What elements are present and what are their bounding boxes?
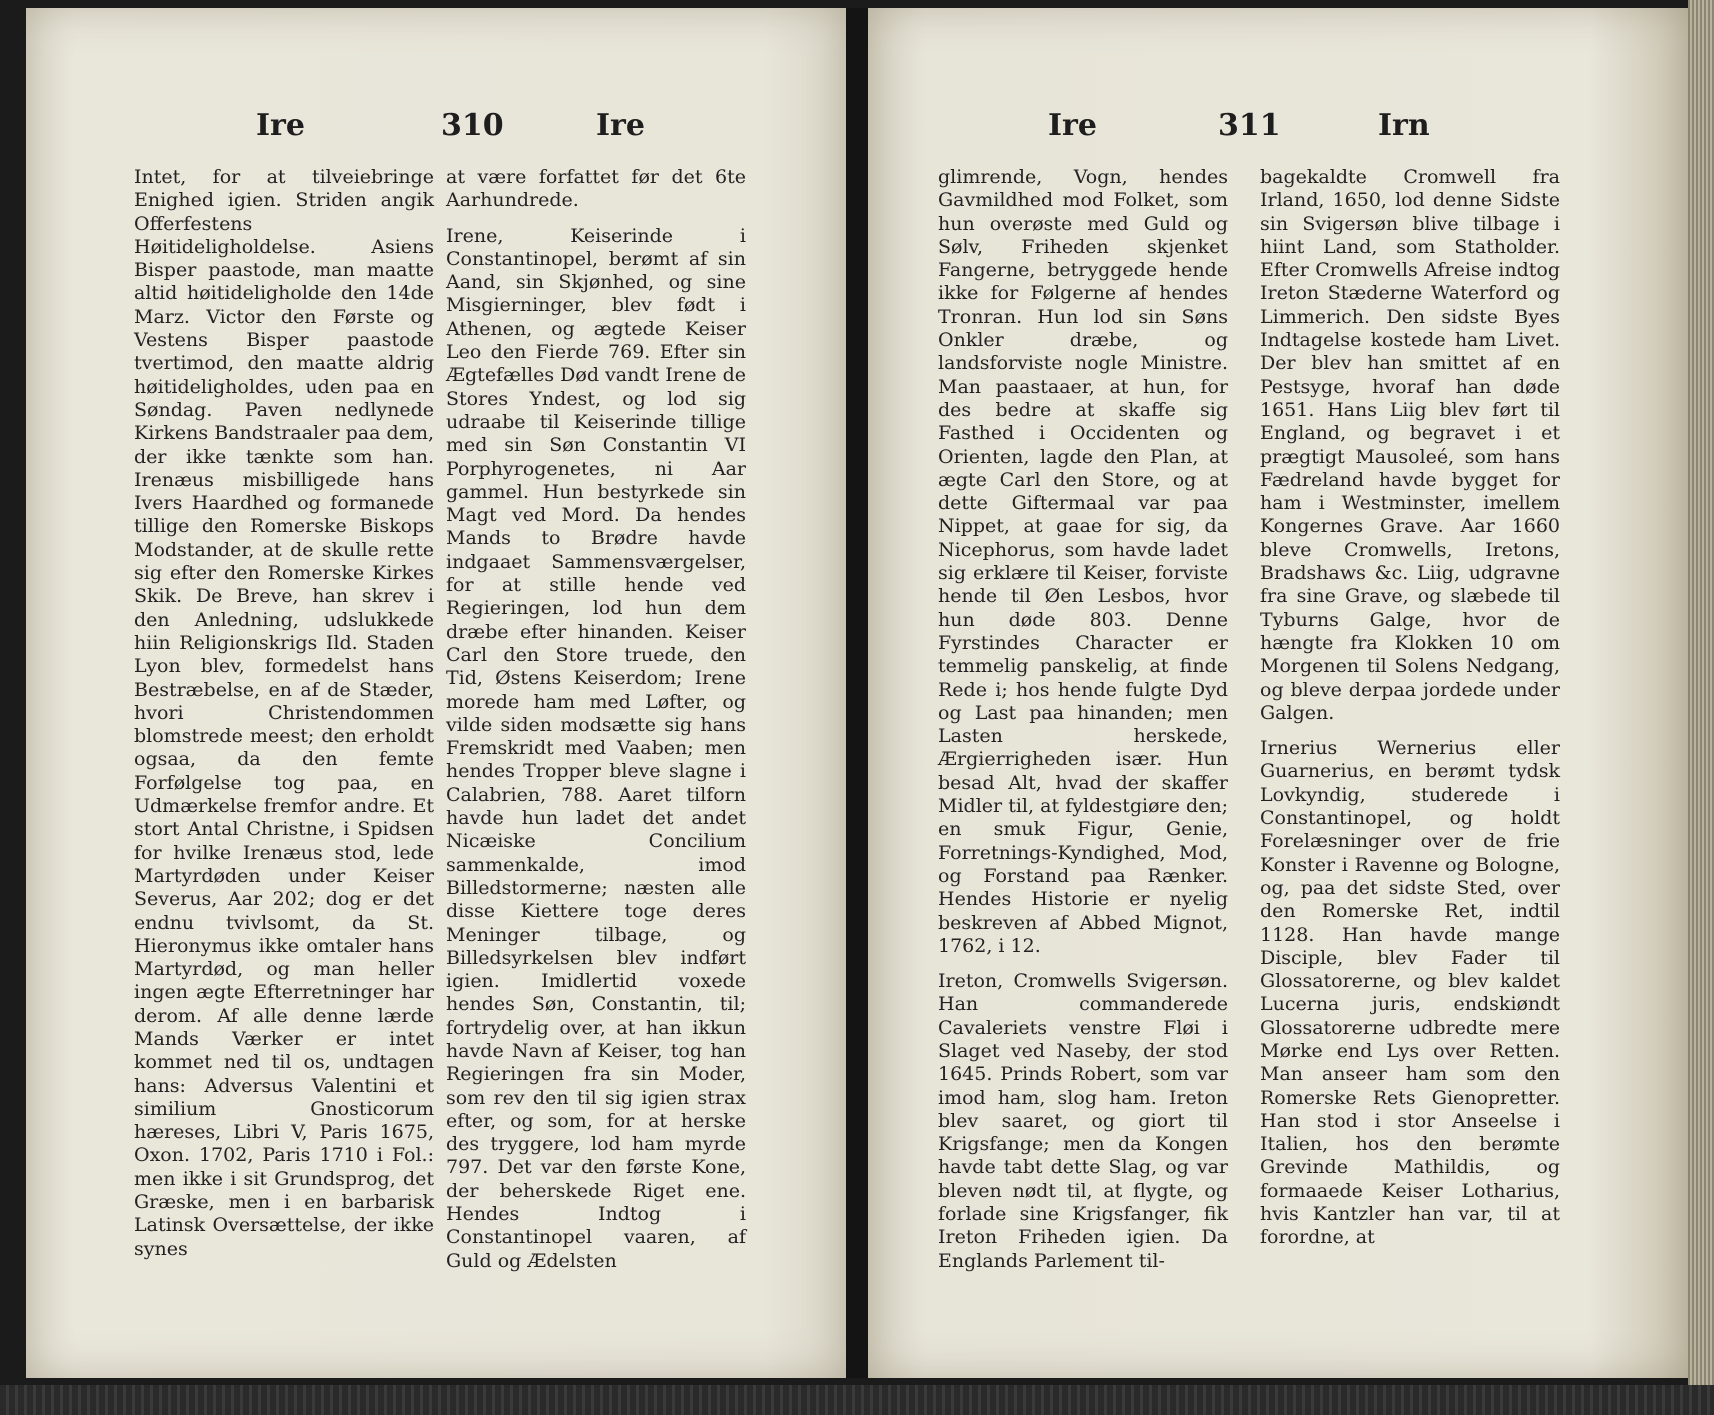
header-right-word: Ire	[596, 108, 645, 143]
header-left-word: Ire	[256, 108, 305, 143]
book-bottom-edge	[0, 1385, 1714, 1415]
running-head	[868, 108, 1688, 158]
book-gutter	[846, 8, 868, 1378]
page-number: 311	[1218, 108, 1281, 143]
text-column-2	[1260, 166, 1560, 1250]
paragraph: Irene, Keiserinde i Constantinopel, berømt af sin Aand, sin Skjønhed, og sine Misgierninger, blev født i Athenen, og ægtede Keiser Leo den Fierde 769. Efter sin Ægtefælles Død vandt Irene de Stores Yndest, og lod sig udraabe til Keiserinde tillige med sin Søn Constantin VI Porphyrogenetes, ni Aar gammel. Hun bestyrkede sin Magt ved Mord. Da hendes Mands to Brødre havde indgaaet Sammensværgelser, for at stille hende ved Regieringen, lod hun dem dræbe efter hinanden. Keiser Carl den Store truede, den Tid, Østens Keiserdom; Irene morede ham med Løfter, og vilde siden modsætte sig hans Fremskridt med Vaaben; men hendes Tropper bleve slagne i Calabrien, 788. Aaret tilforn havde hun ladet det andet Nicæiske Concilium sammenkalde, imod Billedstormerne; næsten alle disse Kiettere toge deres Meninger tilbage, og Billedsyrkelsen blev indført igien. Imidlertid voxede hendes Søn, Constantin, til; fortrydelig over, at han ikkun havde Navn af Keiser, tog han Regieringen fra sin Moder, som rev den til sig igien strax efter, og som, for at herske des tryggere, lod ham myrde 797. Det var den første Kone, der beherskede Riget ene. Hendes Indtog i Constantinopel vaaren, af Guld og Ædelsten	[446, 224, 746, 1272]
left-page	[26, 8, 846, 1378]
paragraph: at være forfattet før det 6te Aarhundrede.	[446, 166, 746, 212]
paragraph: bagekaldte Cromwell fra Irland, 1650, lod denne Sidste sin Svigersøn blive tilbage i hiint Land, som Statholder. Efter Cromwells Afreise indtog Ireton Stæderne Waterford og Limmerich. Den sidste Byes Indtagelse kostede ham Livet. Der blev han smittet af en Pestsyge, hvoraf han døde 1651. Hans Liig blev ført til England, og begravet i et prægtigt Mausoleé, som hans Fædreland havde bygget for ham i Westminster, imellem Kongernes Grave. Aar 1660 bleve Cromwells, Iretons, Bradshaws &c. Liig, udgravne fra sine Grave, og slæbede til Tyburns Galge, hvor de hængte fra Klokken 10 om Morgenen til Solens Nedgang, og bleve derpaa jordede under Galgen.	[1260, 166, 1560, 724]
paragraph: Intet, for at tilveiebringe Enighed igien. Striden angik Offerfestens Høitideligholdelse. Asiens Bisper paastode, man maatte altid høitideligholde den 14de Marz. Victor den Første og Vestens Bisper paastode tvertimod, den maatte aldrig høitideligholdes, uden paa en Søndag. Paven nedlynede Kirkens Bandstraaler paa dem, der ikke tænkte som han. Irenæus misbilligede hans Ivers Haardhed og formanede tillige den Romerske Biskops Modstander, at de skulle rette sig efter den Romerske Kirkes Skik. De Breve, han skrev i den Anledning, udslukkede hiin Religionskrigs Ild. Staden Lyon blev, formedelst hans Bestræbelse, en af de Stæder, hvori Christendommen blomstrede meest; den erholdt ogsaa, da den femte Forfølgelse tog paa, en Udmærkelse fremfor andre. Et stort Antal Christne, i Spidsen for hvilke Irenæus stod, lede Martyrdøden under Keiser Severus, Aar 202; dog er det endnu tvivlsomt, da St. Hieronymus ikke omtaler hans Martyrdød, og man heller ingen ægte Efterretninger har derom. Af alle denne lærde Mands Værker er intet kommet ned til os, undtagen hans: Adversus Valentini et similium Gnosticorum hæreses, Libri V, Paris 1675, Oxon. 1702, Paris 1710 i Fol.: men ikke i sit Grundsprog, det Græske, men i en barbarisk Latinsk Oversættelse, der ikke synes	[134, 166, 434, 1260]
paragraph: Ireton, Cromwells Svigersøn. Han commanderede Cavaleriets venstre Fløi i Slaget ved Naseby, der stod 1645. Prinds Robert, som var imod ham, slog ham. Ireton blev saaret, og giort til Krigsfange; men da Kongen havde tabt dette Slag, og var bleven nødt til, at flygte, og forlade sine Krigsfanger, fik Ireton Friheden igien. Da Englands Parlement til-	[938, 970, 1228, 1272]
header-left-word: Ire	[1048, 108, 1097, 143]
page-number: 310	[441, 108, 504, 143]
header-right-word: Irn	[1378, 108, 1430, 143]
paragraph: glimrende, Vogn, hendes Gavmildhed mod Folket, som hun overøste med Guld og Sølv, Friheden skjenket Fangerne, betryggede hende ikke for Følgerne af hendes Tronran. Hun lod sin Søns Onkler dræbe, og landsforviste nogle Ministre. Man paastaaer, at hun, for des bedre at skaffe sig Fasthed i Occidenten og Orienten, lagde den Plan, at ægte Carl den Store, og at dette Giftermaal var paa Nippet, at gaae for sig, da Nicephorus, som havde ladet sig erklære til Keiser, forviste hende til Øen Lesbos, hvor hun døde 803. Denne Fyrstindes Character er temmelig panskelig, at finde Rede i; hos hende fulgte Dyd og Last paa hinanden; men Lasten herskede, Ærgierrigheden især. Hun besad Alt, hvad der skaffer Midler til, at fyldestgiøre den; en smuk Figur, Genie, Forretnings-Kyndighed, Mod, og Forstand paa Rænker. Hendes Historie er nyelig beskreven af Abbed Mignot, 1762, i 12.	[938, 166, 1228, 957]
text-column-1	[134, 166, 434, 1261]
text-column-2	[446, 166, 746, 1273]
paragraph: Irnerius Wernerius eller Guarnerius, en berømt tydsk Lovkyndig, studerede i Constantinopel, og holdt Forelæsninger over de frie Konster i Ravenne og Bologne, og, paa det sidste Sted, over den Romerske Ret, indtil 1128. Han havde mange Disciple, blev Fader til Glossatorerne, og blev kaldet Lucerna juris, endskiøndt Glossatorerne udbredte mere Mørke end Lys over Retten. Man anseer ham som den Romerske Rets Gienopretter. Han stod i stor Anseelse i Italien, hos den berømte Grevinde Mathildis, og formaaede Keiser Lotharius, hvis Kantzler han var, til at forordne, at	[1260, 737, 1560, 1249]
running-head	[26, 108, 846, 158]
text-column-1	[938, 166, 1228, 1273]
page-edge-stack	[1688, 0, 1714, 1415]
right-page	[868, 8, 1688, 1378]
